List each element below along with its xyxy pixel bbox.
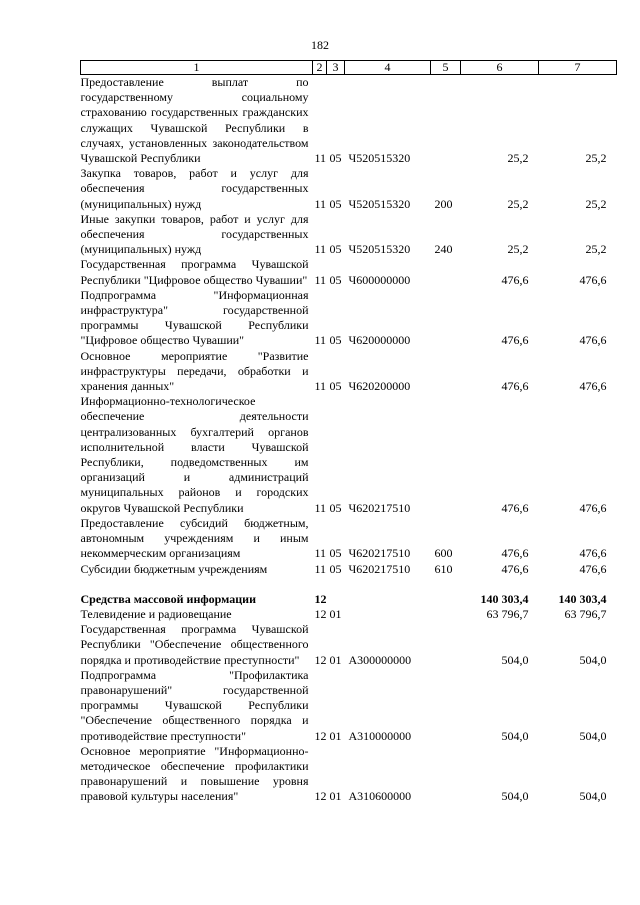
- row-target-code: А310000000: [348, 728, 412, 743]
- row-amount-1: 476,6: [501, 272, 529, 287]
- row-target-code: Ч620217510: [348, 500, 411, 515]
- row-expense-type: [431, 75, 461, 167]
- page-number: 182: [311, 38, 329, 52]
- row-amount-2: 63 796,7: [564, 606, 607, 621]
- row-subsection: 05: [329, 272, 342, 287]
- row-expense-type: [431, 622, 461, 668]
- row-subsection: 01: [329, 789, 342, 804]
- row-amount-1: 504,0: [501, 789, 529, 804]
- table-body: [81, 75, 617, 805]
- table-row: [81, 349, 617, 395]
- row-section: 12: [314, 591, 327, 606]
- row-name: Информационно-технологическое обеспечение деятельности централизованных бухгалтерий органов исполнительной власти Чувашской Республики, подведомственных им организаций и администраций муниципальных районов и городских округов Чувашской Республики: [80, 394, 309, 515]
- row-amount-2: 140 303,4: [558, 591, 607, 606]
- row-amount-1: 25,2: [507, 242, 529, 257]
- row-amount-2: 476,6: [579, 379, 607, 394]
- row-target-code: Ч620200000: [348, 379, 411, 394]
- header-col-1: 1: [81, 61, 313, 75]
- row-section: 11: [314, 242, 327, 257]
- row-amount-1: 476,6: [501, 561, 529, 576]
- budget-table: [80, 60, 617, 805]
- row-target-code: Ч620217510: [348, 546, 411, 561]
- row-amount-2: 476,6: [579, 333, 607, 348]
- row-name: Предоставление выплат по государственному социальному страхованию государственных гражданских служащих Чувашской Республики в случаях, установленных законодательством Чувашской Республики: [80, 75, 309, 166]
- row-target-code: Ч520515320: [348, 242, 411, 257]
- table-row: [81, 166, 617, 212]
- row-name: Средства массовой информации: [80, 591, 256, 606]
- row-expense-type: [431, 257, 461, 287]
- row-amount-1: 25,2: [507, 196, 529, 211]
- row-name: Телевидение и радиовещание: [80, 606, 232, 621]
- row-target-code: [345, 607, 431, 622]
- row-amount-1: 476,6: [501, 500, 529, 515]
- row-subsection: 01: [329, 728, 342, 743]
- row-amount-2: 25,2: [585, 242, 607, 257]
- row-name: Субсидии бюджетным учреждениям: [80, 561, 268, 576]
- header-col-5: 5: [431, 61, 461, 75]
- table-row: [81, 622, 617, 668]
- row-amount-1: 140 303,4: [480, 591, 529, 606]
- table-row: [81, 212, 617, 258]
- header-col-7: 7: [539, 61, 617, 75]
- row-expense-type: [431, 288, 461, 349]
- row-name: Основное мероприятие "Развитие инфраструктуры передачи, обработки и хранения данных": [80, 348, 309, 394]
- row-amount-2: 504,0: [579, 652, 607, 667]
- row-name: Иные закупки товаров, работ и услуг для обеспечения государственных (муниципальных) нужд: [80, 211, 309, 257]
- row-expense-type: [431, 592, 461, 607]
- header-col-6: 6: [461, 61, 539, 75]
- row-amount-2: 504,0: [579, 728, 607, 743]
- table-row: [81, 668, 617, 744]
- row-section: 11: [314, 546, 327, 561]
- row-target-code: [345, 592, 431, 607]
- row-expense-type: [431, 349, 461, 395]
- table-row: [81, 288, 617, 349]
- table-row: [81, 607, 617, 622]
- row-amount-1: 25,2: [507, 151, 529, 166]
- table-row: [81, 257, 617, 287]
- row-amount-2: 504,0: [579, 789, 607, 804]
- row-amount-2: 25,2: [585, 196, 607, 211]
- row-expense-type: [431, 607, 461, 622]
- row-section: 11: [314, 272, 327, 287]
- table-row: [81, 394, 617, 516]
- row-subsection: 05: [329, 379, 342, 394]
- row-section: 12: [314, 728, 327, 743]
- table-row: [81, 592, 617, 607]
- row-subsection: 01: [329, 652, 342, 667]
- row-amount-2: 476,6: [579, 272, 607, 287]
- row-subsection: 05: [329, 333, 342, 348]
- row-target-code: Ч620000000: [348, 333, 411, 348]
- row-amount-2: 476,6: [579, 546, 607, 561]
- row-expense-type: [431, 744, 461, 805]
- row-section: 11: [314, 561, 327, 576]
- row-subsection: 05: [329, 242, 342, 257]
- row-section: 11: [314, 151, 327, 166]
- row-expense-type: 200: [434, 196, 453, 211]
- row-name: Государственная программа Чувашской Республики "Цифровое общество Чувашии": [80, 257, 309, 287]
- row-target-code: А310600000: [348, 789, 412, 804]
- header-col-2: 2: [313, 61, 327, 75]
- row-amount-1: 476,6: [501, 379, 529, 394]
- row-expense-type: [431, 668, 461, 744]
- row-subsection: 01: [329, 606, 342, 621]
- row-section: 11: [314, 500, 327, 515]
- row-subsection: [327, 592, 345, 607]
- row-name: Предоставление субсидий бюджетным, автономным учреждениям и иным некоммерческим организациям: [80, 515, 309, 561]
- table-row: [81, 75, 617, 167]
- row-amount-1: 504,0: [501, 652, 529, 667]
- row-target-code: А300000000: [348, 652, 412, 667]
- row-amount-1: 476,6: [501, 546, 529, 561]
- row-amount-1: 504,0: [501, 728, 529, 743]
- row-section: 12: [314, 652, 327, 667]
- row-amount-1: 476,6: [501, 333, 529, 348]
- row-target-code: Ч620217510: [348, 561, 411, 576]
- row-subsection: 05: [329, 546, 342, 561]
- table-row: [81, 516, 617, 562]
- row-name: Закупка товаров, работ и услуг для обеспечения государственных (муниципальных) нужд: [80, 166, 309, 211]
- row-amount-2: 476,6: [579, 561, 607, 576]
- table-row: [81, 744, 617, 805]
- row-name: Подпрограмма "Информационная инфраструктура" государственной программы Чувашской Республики "Цифровое общество Чувашии": [80, 287, 309, 348]
- row-subsection: 05: [329, 500, 342, 515]
- row-name: Государственная программа Чувашской Республики "Обеспечение общественного порядка и противодействие преступности": [80, 622, 309, 667]
- row-subsection: 05: [329, 196, 342, 211]
- row-section: 12: [314, 789, 327, 804]
- row-amount-2: 25,2: [585, 151, 607, 166]
- row-target-code: Ч520515320: [348, 196, 411, 211]
- table-row: [81, 562, 617, 577]
- row-expense-type: 610: [434, 561, 453, 576]
- row-expense-type: 600: [434, 546, 453, 561]
- row-section: 11: [314, 196, 327, 211]
- row-expense-type: 240: [434, 242, 453, 257]
- row-subsection: 05: [329, 561, 342, 576]
- row-expense-type: [431, 394, 461, 516]
- row-section: 12: [314, 606, 327, 621]
- row-name: Подпрограмма "Профилактика правонарушений" государственной программы Чувашской Республики "Обеспечение общественного порядка и противодействие преступности": [80, 667, 309, 743]
- row-section: 11: [314, 333, 327, 348]
- row-target-code: Ч520515320: [348, 151, 411, 166]
- header-col-3: 3: [327, 61, 345, 75]
- table-header-row: [81, 61, 617, 75]
- row-target-code: Ч600000000: [348, 272, 411, 287]
- header-col-4: 4: [345, 61, 431, 75]
- row-section: 11: [314, 379, 327, 394]
- row-spacer: [81, 577, 617, 592]
- row-name: Основное мероприятие "Информационно-методическое обеспечение профилактики правонарушений и повышение уровня правовой культуры населения": [80, 743, 309, 804]
- row-amount-2: 476,6: [579, 500, 607, 515]
- row-subsection: 05: [329, 151, 342, 166]
- row-amount-1: 63 796,7: [486, 606, 529, 621]
